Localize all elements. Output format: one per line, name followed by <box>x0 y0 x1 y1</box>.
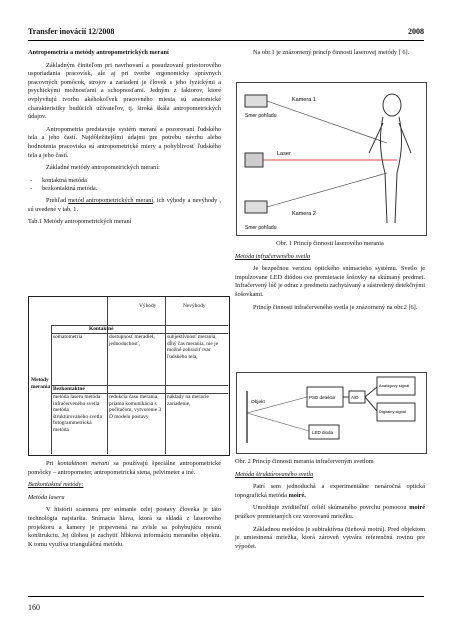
label-psd: PSD detektor <box>309 395 336 400</box>
page-number: 160 <box>28 603 40 612</box>
paragraph: Princíp činnosti infračerveného svetla je znázornený na obr.2 [6]. <box>253 303 418 311</box>
group-kontaktne: Kontaktné <box>89 326 114 332</box>
person-body-icon <box>369 117 411 223</box>
label-kamera2: Kamera 2 <box>292 211 316 217</box>
section-heading: Antropometria a metódy antropometrických meraní <box>28 49 169 56</box>
right-column-mid <box>235 240 425 316</box>
paragraph: V histórii scannera pre snímanie celej postavy človeka je táto technológia najstaršia. Snímacia hlava, ktorá sa skladá z laserového projektoru a kamery je pripevnená na zvisle sa pohybujúcu nosnú konštrukciu. Jej úlohou je zachytiť hĺbková informáciu meraného objektu. K tomu využíva trianguláčnú metódu. <box>28 506 221 548</box>
right-column <box>235 49 425 62</box>
label-smer2: Smer pohľadu <box>245 225 277 231</box>
camera2-icon <box>245 201 267 213</box>
camera1-icon <box>245 95 267 107</box>
subheading-bezkontaktne: Bezkontaktné metódy: <box>28 481 84 489</box>
list-item: - bezkontaktná metóda. <box>28 185 221 194</box>
cell-b-nevyhody: náklady na meracie zariadenie, <box>167 394 209 407</box>
label-smer1: Smer pohľadu <box>245 113 277 119</box>
label-led: LED dioda <box>312 430 334 435</box>
journal-title: Transfer inovácií 12/2008 <box>28 27 115 36</box>
label-kamera1: Kamera 1 <box>292 97 316 103</box>
person-head-icon <box>383 94 401 116</box>
paragraph: Prehľad metód antropometrických meraní, ich výhody a nevýhody , sú uvedené v tab. 1. <box>28 196 221 213</box>
subheading-ir: Metóda infračerveného svetla <box>235 252 311 260</box>
footer-rule <box>28 596 424 597</box>
paragraph: Na obr.1 je znázornený princíp činnosti laserovej metódy [ 6]. <box>253 49 410 56</box>
label-digital: Digitálny signál <box>379 409 406 414</box>
row-label: Metódy merania <box>31 377 51 390</box>
label-objekt: Objekt <box>251 400 265 405</box>
cell-k-vyhody: dostupnosť meradiel, jednoduchosť, <box>109 334 155 347</box>
list-item: - kontaktná metóda <box>28 177 221 186</box>
group-bezkontaktne: Bezkontaktné <box>53 386 85 392</box>
header-nevyhody: Nevýhody <box>183 303 206 309</box>
paragraph: Základnou metódou je subtraktívna (tieňová moiré). Pred objektom je umiestnená mriežka, ktorá zároveň vytvára referenčnú rovinu pre výpočet. <box>235 525 425 550</box>
cell-b-metody: metóda laseru metóda infračerveného svetla metóda štruktúrovaného svetla fotogrammetrická metóda <box>53 394 102 433</box>
figure-ir-principle <box>236 372 427 454</box>
methods-table <box>28 296 230 456</box>
paragraph: Je bezpečnou verziou optického snímacieho systému. Svetlo je impulzovane LED diódou cez premietacie šošovky na skúmaný predmet. Infračervený lúč je odraz z predmetu zachytávaný a sústredený detekčnými šošovkami. <box>235 265 425 298</box>
cell-b-vyhody: redukcia času merania, priama komunikácia s počítačom, vytvorenie 3 D modelu postavy <box>109 394 162 420</box>
figure-laser-principle <box>236 82 427 236</box>
page-header <box>28 27 424 39</box>
ir-diagram <box>237 373 426 453</box>
header-year: 2008 <box>408 27 424 36</box>
subheading-struct: Metóda štruktúrovaného svetla <box>235 470 314 478</box>
paragraph: Patrí sem jednoduchá a experimentálne nenáročná optická topografická metóda moiré. <box>235 483 425 499</box>
header-rule <box>28 40 424 41</box>
right-column-bottom <box>235 458 425 555</box>
laser-diagram <box>237 83 426 235</box>
paragraph: Základné metódy antropometrických meraní: <box>46 164 160 172</box>
header-vyhody: Výhody <box>139 303 157 309</box>
paragraph: Umožňuje zviditeľniť reliéf skúmaného povrchu pomocou moiré prúžkov premietaných cez vzorovanú mriežku. <box>235 504 425 520</box>
subheading-laser: Metóda laseru <box>28 493 65 501</box>
paragraph: Pri kontaktnom meraní sa používajú špeciálne antropometrické pomôcky – antropometer, antropometrická stena, pelvimeter a iné. <box>28 460 221 476</box>
left-column <box>28 49 221 231</box>
figure2-caption: Obr. 2 Princíp činnosti merania infračerveným svetlom <box>235 458 374 465</box>
cell-k-metoda: somatometria <box>53 334 83 340</box>
left-column-bottom <box>28 460 221 553</box>
cell-k-nevyhody: subjektívnosť merania, dĺhý čas merania, nie je možné zobraziť tvar ľudského tela, <box>167 334 219 360</box>
table-reference: metód antropometrických meraní <box>68 196 154 204</box>
laser-icon <box>245 153 263 167</box>
label-analog: Analógový signál <box>379 383 410 388</box>
label-laser: Laser <box>277 151 291 157</box>
paragraph: Základným činiteľom pri navrhovaní a posudzovaní priestorového usporiadania pracovísk, ale aj pri tvorbe ergonomicky správnych pracovných pomôcok, strojov a zariadení je človek s jeho fyzickými a psychickými možnosťami a schopnosťami. Jedným z faktorov, ktoré ovplyvňujú tvorbu akéhokoľvek pracovného miesta sú anatomické charakteristiky budúcich užívateľov, tj. široká škála antropometrických údajov. <box>28 61 221 121</box>
label-ad: A/D <box>351 395 359 400</box>
figure1-caption: Obr. 1 Princíp činnosti laserového merania <box>276 240 384 247</box>
table-caption: Tab.1 Metódy antropometrických meraní <box>28 218 132 226</box>
method-list <box>28 177 221 194</box>
paragraph: Antropometria predstavuje systém meraní a pozorovaní ľudského tela a jeho častí. Najdôležitejšími údajmi pre potrebu návrhu alebo hodnotenia pracoviska sú antropometrické miery a pohyblivosť ľudského tela a jeho častí. <box>28 125 221 159</box>
